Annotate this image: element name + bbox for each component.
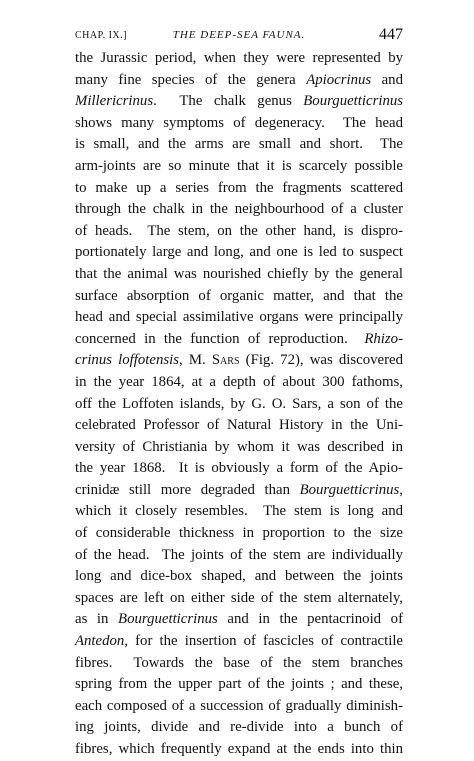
text-segment: (Fig. 72), was discovered — [239, 352, 403, 369]
text-segment: which it closely resembles. The stem is long and — [75, 503, 403, 520]
text-segment: of considerable thickness in proportion to the size — [75, 525, 403, 542]
italic-text: Antedon — [75, 633, 125, 650]
text-segment: spaces are left on either side of the stem alternately, — [75, 589, 403, 606]
text-line — [75, 307, 403, 329]
text-segment: , — [399, 481, 403, 498]
body-paragraph — [75, 48, 403, 761]
text-line — [75, 609, 403, 631]
text-segment: fibres, which frequently expand at the ends into thin — [75, 741, 403, 757]
text-segment: head and special assimilative organs were principally — [75, 309, 403, 326]
text-segment: as in — [75, 611, 119, 628]
text-line — [75, 156, 403, 178]
text-line — [75, 415, 403, 437]
text-segment: through the chalk in the neighbourhood of a cluster — [75, 201, 403, 218]
italic-text: crinus loffotensis — [75, 352, 179, 369]
italic-text: Rhizo- — [364, 330, 403, 347]
text-line — [75, 329, 403, 351]
text-line — [75, 545, 403, 567]
text-line — [75, 739, 403, 761]
text-line — [75, 350, 403, 372]
chapter-label: CHAP. IX.] — [75, 30, 127, 41]
text-line — [75, 458, 403, 480]
text-line — [75, 221, 403, 243]
italic-text: Millericrinus — [75, 93, 154, 110]
text-line — [75, 286, 403, 308]
text-segment: Sars — [211, 352, 240, 369]
text-line — [75, 264, 403, 286]
text-line — [75, 717, 403, 739]
text-line — [75, 501, 403, 523]
text-segment: of heads. The stem, on the other hand, is dispro- — [75, 222, 403, 239]
text-segment: ing joints, divide and re-divide into a bunch of — [75, 719, 403, 736]
text-segment: fibres. Towards the base of the stem branches — [75, 654, 403, 671]
text-segment: portionately large and long, and one is led to suspect — [75, 244, 403, 261]
text-line — [75, 394, 403, 416]
italic-text: Apiocrinus — [306, 71, 372, 88]
text-segment: shows many symptoms of degeneracy. The head — [75, 114, 403, 131]
text-line — [75, 696, 403, 718]
text-line — [75, 437, 403, 459]
text-line — [75, 480, 403, 502]
text-segment: is small, and the arms are small and short. The — [75, 136, 403, 153]
running-title: THE DEEP-SEA FAUNA. — [172, 29, 306, 41]
text-line — [75, 674, 403, 696]
text-segment: the year 1868. It is obviously a form of the Apio- — [75, 460, 403, 477]
text-line — [75, 566, 403, 588]
italic-text: Bourguetticrinus — [303, 93, 403, 110]
text-line — [75, 91, 403, 113]
italic-text: Bourguetticrinus — [118, 611, 218, 628]
text-line — [75, 178, 403, 200]
text-segment: arm-joints are so minute that it is scarcely possible — [75, 157, 403, 174]
text-segment: in the year 1864, at a depth of about 300 fathoms, — [75, 373, 403, 390]
text-segment: of the head. The joints of the stem are individually — [75, 546, 403, 563]
text-line — [75, 242, 403, 264]
text-segment: that the animal was nourished chiefly by the general — [75, 265, 403, 282]
italic-text: Bourguetticrinus — [299, 481, 400, 498]
text-line — [75, 48, 403, 70]
text-line — [75, 588, 403, 610]
text-line — [75, 631, 403, 653]
text-line — [75, 199, 403, 221]
text-line — [75, 134, 403, 156]
text-segment: celebrated Professor of Natural History in the Uni- — [75, 417, 403, 434]
text-segment: and in the pentacrinoid of — [217, 611, 404, 628]
text-segment: spring from the upper part of the joints ; and these, — [75, 676, 403, 693]
text-segment: , M. — [178, 352, 212, 369]
text-segment: , for the insertion of fascicles of contractile — [124, 633, 403, 650]
text-line — [75, 523, 403, 545]
text-segment: the Jurassic period, when they were represented by — [75, 50, 403, 66]
text-segment: to make up a series from the fragments scattered — [75, 179, 403, 196]
text-segment: crinidæ still more degraded than — [75, 481, 300, 498]
text-segment: each composed of a succession of gradually diminish- — [75, 697, 403, 714]
text-segment: concerned in the function of reproduction. — [75, 330, 365, 347]
page-number: 447 — [379, 26, 403, 43]
text-segment: long and dice-box shaped, and between the joints — [75, 568, 403, 585]
text-segment: . The chalk genus — [153, 93, 304, 110]
text-segment: many fine species of the genera — [75, 71, 307, 88]
text-segment: surface absorption of organic matter, and that the — [75, 287, 403, 304]
running-head — [75, 24, 403, 44]
text-segment: versity of Christiania by whom it was described in — [75, 438, 403, 455]
text-line — [75, 113, 403, 135]
text-line — [75, 372, 403, 394]
text-segment: and — [371, 71, 403, 88]
text-line — [75, 70, 403, 92]
text-segment: off the Loffoten islands, by G. O. Sars, a son of the — [75, 395, 403, 412]
text-line — [75, 653, 403, 675]
